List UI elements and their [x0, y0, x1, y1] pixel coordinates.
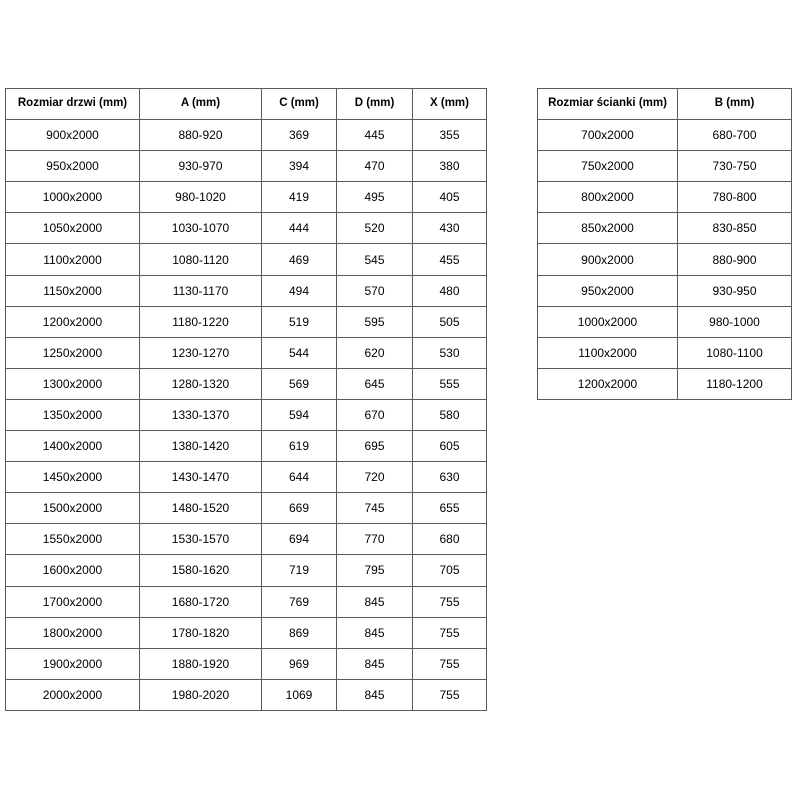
table-cell: 1000x2000 — [538, 306, 678, 337]
table-row — [6, 524, 487, 555]
table-cell: 705 — [413, 555, 487, 586]
table-cell: 930-950 — [678, 275, 792, 306]
table-cell: 1000x2000 — [6, 182, 140, 213]
wall-size-table — [537, 88, 792, 400]
table-cell: 700x2000 — [538, 120, 678, 151]
table-cell: 1680-1720 — [140, 586, 262, 617]
table-row — [6, 213, 487, 244]
table-row — [6, 275, 487, 306]
header-row — [6, 89, 487, 120]
table-cell: 695 — [337, 431, 413, 462]
table-cell: 1780-1820 — [140, 617, 262, 648]
table-cell: 900x2000 — [6, 120, 140, 151]
table-cell: 880-920 — [140, 120, 262, 151]
table-cell: 545 — [337, 244, 413, 275]
table-cell: 369 — [262, 120, 337, 151]
table-cell: 950x2000 — [538, 275, 678, 306]
table-cell: 1450x2000 — [6, 462, 140, 493]
table-cell: 469 — [262, 244, 337, 275]
table-cell: 644 — [262, 462, 337, 493]
table-cell: 455 — [413, 244, 487, 275]
table-cell: 1430-1470 — [140, 462, 262, 493]
table-cell: 694 — [262, 524, 337, 555]
table-cell: 719 — [262, 555, 337, 586]
table-cell: 1069 — [262, 679, 337, 710]
table-cell: 430 — [413, 213, 487, 244]
table-cell: 1200x2000 — [6, 306, 140, 337]
table-cell: 845 — [337, 617, 413, 648]
table-cell: 950x2000 — [6, 151, 140, 182]
table-cell: 470 — [337, 151, 413, 182]
table-cell: 1400x2000 — [6, 431, 140, 462]
table-cell: 419 — [262, 182, 337, 213]
table-row — [6, 586, 487, 617]
table-cell: 1600x2000 — [6, 555, 140, 586]
table-cell: 869 — [262, 617, 337, 648]
table-row — [538, 244, 792, 275]
table-row — [6, 555, 487, 586]
table-cell: 755 — [413, 586, 487, 617]
table-cell: 680-700 — [678, 120, 792, 151]
table-cell: 2000x2000 — [6, 679, 140, 710]
table-row — [6, 337, 487, 368]
table-row — [538, 337, 792, 368]
table-cell: 1880-1920 — [140, 648, 262, 679]
table-cell: 505 — [413, 306, 487, 337]
table-cell: 845 — [337, 679, 413, 710]
table-cell: 769 — [262, 586, 337, 617]
table-cell: 494 — [262, 275, 337, 306]
table-cell: 445 — [337, 120, 413, 151]
table-cell: 1380-1420 — [140, 431, 262, 462]
table-cell: 1300x2000 — [6, 368, 140, 399]
table-cell: 730-750 — [678, 151, 792, 182]
table-cell: 980-1000 — [678, 306, 792, 337]
table-cell: 1200x2000 — [538, 368, 678, 399]
table-row — [6, 399, 487, 430]
header-cell: D (mm) — [337, 89, 413, 120]
table-row — [538, 182, 792, 213]
table-cell: 670 — [337, 399, 413, 430]
table-row — [6, 182, 487, 213]
table-row — [538, 306, 792, 337]
table-cell: 619 — [262, 431, 337, 462]
table-cell: 444 — [262, 213, 337, 244]
table-cell: 850x2000 — [538, 213, 678, 244]
table-cell: 405 — [413, 182, 487, 213]
table-cell: 1100x2000 — [6, 244, 140, 275]
table-cell: 580 — [413, 399, 487, 430]
table-row — [6, 462, 487, 493]
table-cell: 645 — [337, 368, 413, 399]
table-cell: 1080-1120 — [140, 244, 262, 275]
table-cell: 745 — [337, 493, 413, 524]
table-cell: 1180-1200 — [678, 368, 792, 399]
table-cell: 969 — [262, 648, 337, 679]
table-cell: 380 — [413, 151, 487, 182]
table-cell: 780-800 — [678, 182, 792, 213]
table-row — [6, 120, 487, 151]
table-row — [538, 275, 792, 306]
table-cell: 880-900 — [678, 244, 792, 275]
header-cell: C (mm) — [262, 89, 337, 120]
header-row — [538, 89, 792, 120]
table-cell: 1230-1270 — [140, 337, 262, 368]
table-cell: 795 — [337, 555, 413, 586]
table-cell: 1130-1170 — [140, 275, 262, 306]
table-cell: 555 — [413, 368, 487, 399]
table-cell: 1250x2000 — [6, 337, 140, 368]
table-cell: 1050x2000 — [6, 213, 140, 244]
table-cell: 570 — [337, 275, 413, 306]
table-cell: 1150x2000 — [6, 275, 140, 306]
header-cell: A (mm) — [140, 89, 262, 120]
table-cell: 569 — [262, 368, 337, 399]
table-cell: 1530-1570 — [140, 524, 262, 555]
table-cell: 1280-1320 — [140, 368, 262, 399]
table-cell: 1030-1070 — [140, 213, 262, 244]
table-cell: 480 — [413, 275, 487, 306]
table-cell: 519 — [262, 306, 337, 337]
table-row — [6, 306, 487, 337]
table-row — [538, 151, 792, 182]
table-cell: 1580-1620 — [140, 555, 262, 586]
table-cell: 980-1020 — [140, 182, 262, 213]
table-cell: 1100x2000 — [538, 337, 678, 368]
table-cell: 594 — [262, 399, 337, 430]
door-size-table — [5, 88, 487, 711]
table-cell: 1550x2000 — [6, 524, 140, 555]
table-cell: 394 — [262, 151, 337, 182]
table-cell: 1500x2000 — [6, 493, 140, 524]
table-cell: 680 — [413, 524, 487, 555]
table-cell: 1480-1520 — [140, 493, 262, 524]
table-cell: 1900x2000 — [6, 648, 140, 679]
table-cell: 755 — [413, 679, 487, 710]
table-row — [6, 679, 487, 710]
table-cell: 755 — [413, 617, 487, 648]
table-row — [6, 648, 487, 679]
table-cell: 800x2000 — [538, 182, 678, 213]
table-row — [6, 617, 487, 648]
header-cell: Rozmiar ścianki (mm) — [538, 89, 678, 120]
table-row — [6, 493, 487, 524]
table-cell: 605 — [413, 431, 487, 462]
table-cell: 770 — [337, 524, 413, 555]
table-cell: 520 — [337, 213, 413, 244]
table-cell: 1700x2000 — [6, 586, 140, 617]
table-cell: 755 — [413, 648, 487, 679]
header-cell: B (mm) — [678, 89, 792, 120]
table-row — [6, 151, 487, 182]
header-cell: X (mm) — [413, 89, 487, 120]
table-cell: 1180-1220 — [140, 306, 262, 337]
table-cell: 1330-1370 — [140, 399, 262, 430]
table-cell: 930-970 — [140, 151, 262, 182]
table-cell: 495 — [337, 182, 413, 213]
header-cell: Rozmiar drzwi (mm) — [6, 89, 140, 120]
table-cell: 750x2000 — [538, 151, 678, 182]
table-cell: 655 — [413, 493, 487, 524]
table-cell: 900x2000 — [538, 244, 678, 275]
table-cell: 1080-1100 — [678, 337, 792, 368]
table-row — [538, 368, 792, 399]
table-cell: 720 — [337, 462, 413, 493]
table-cell: 595 — [337, 306, 413, 337]
table-cell: 1350x2000 — [6, 399, 140, 430]
table-row — [6, 368, 487, 399]
table-row — [6, 244, 487, 275]
table-row — [6, 431, 487, 462]
table-cell: 845 — [337, 648, 413, 679]
table-cell: 1980-2020 — [140, 679, 262, 710]
table-cell: 630 — [413, 462, 487, 493]
table-cell: 845 — [337, 586, 413, 617]
table-row — [538, 120, 792, 151]
table-cell: 830-850 — [678, 213, 792, 244]
table-cell: 544 — [262, 337, 337, 368]
table-cell: 355 — [413, 120, 487, 151]
table-cell: 530 — [413, 337, 487, 368]
table-row — [538, 213, 792, 244]
table-cell: 1800x2000 — [6, 617, 140, 648]
table-cell: 620 — [337, 337, 413, 368]
table-cell: 669 — [262, 493, 337, 524]
